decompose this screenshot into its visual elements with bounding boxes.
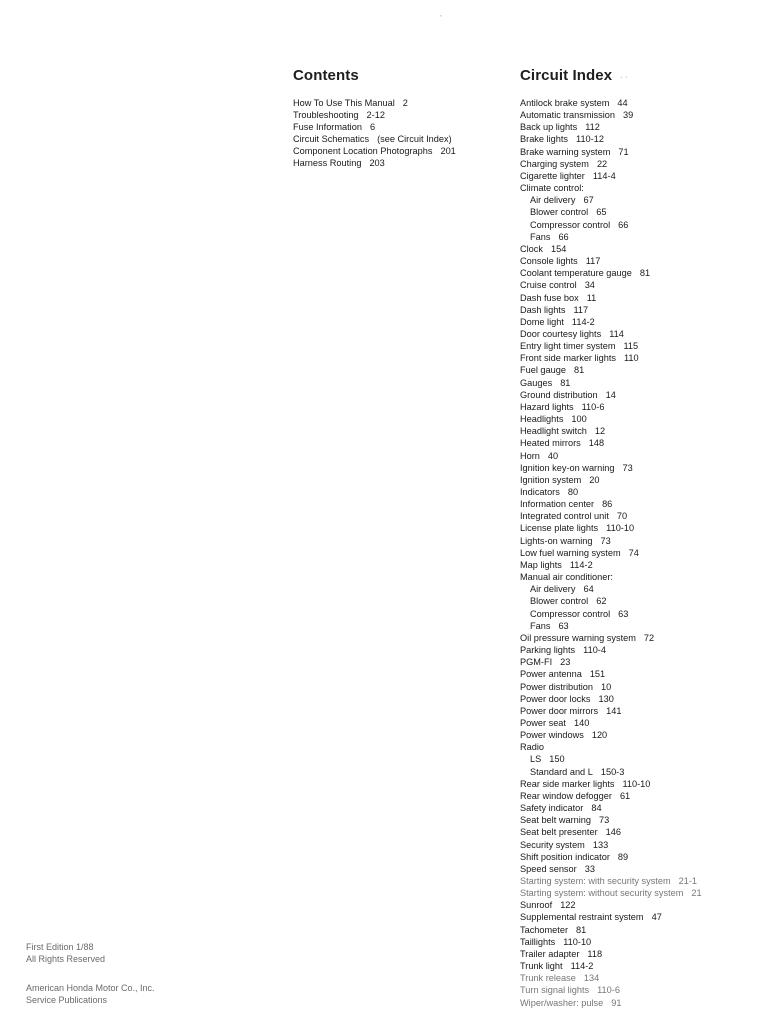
contents-entry-page: 6 <box>369 122 376 133</box>
circuit-index-entry-page: 140 <box>573 717 590 728</box>
circuit-index-entry-page: 65 <box>596 207 607 218</box>
circuit-index-entry-label: Radio <box>520 742 545 753</box>
circuit-index-entry <box>520 389 752 401</box>
circuit-index-entry-label: Brake lights <box>520 134 569 145</box>
circuit-index-entry-label: Entry light timer system <box>520 341 616 352</box>
contents-entry <box>293 97 503 109</box>
circuit-index-entry-label: Ignition system <box>520 474 582 485</box>
circuit-index-entry-label: Gauges <box>520 377 553 388</box>
circuit-index-entry-label: Ignition key-on warning <box>520 462 615 473</box>
circuit-index-entry-page: 117 <box>585 256 601 267</box>
circuit-index-entry-label: Low fuel warning system <box>520 547 621 558</box>
circuit-index-entry-page: 11 <box>586 292 597 303</box>
circuit-index-entry-page: 80 <box>567 487 579 497</box>
circuit-index-entry <box>520 437 752 449</box>
circuit-index-entry <box>520 364 752 376</box>
circuit-index-entry <box>520 194 752 206</box>
circuit-index-entry <box>520 887 752 899</box>
circuit-index-entry-page: 81 <box>560 377 571 388</box>
circuit-index-entry-page: 114-2 <box>569 559 593 570</box>
circuit-index-entry-page: 114 <box>609 328 624 339</box>
circuit-index-entry-label: License plate lights <box>520 523 599 534</box>
circuit-index-entry-label: Information center <box>520 499 595 510</box>
circuit-index-entry <box>520 279 752 291</box>
circuit-index-entry <box>520 571 752 583</box>
publisher-division: Service Publications <box>26 994 108 1005</box>
contents-entry-page: 203 <box>369 158 385 169</box>
circuit-index-entry-page: 120 <box>591 730 608 741</box>
circuit-index-entry-page: 73 <box>599 815 610 826</box>
circuit-index-entry <box>520 778 752 790</box>
contents-entry <box>293 109 503 121</box>
circuit-index-entry-page: 110-6 <box>581 401 605 412</box>
contents-entry-label: Circuit Schematics <box>293 134 370 145</box>
circuit-index-entry <box>520 97 752 109</box>
circuit-index-entry <box>520 522 752 534</box>
circuit-index-entry <box>520 997 752 1009</box>
circuit-index-entry <box>520 984 752 996</box>
circuit-index-entry-label: Ground distribution <box>520 389 598 400</box>
circuit-index-entry-page: 73 <box>600 535 611 546</box>
circuit-index-entry-page: 71 <box>618 146 629 157</box>
circuit-index-entry-page: 10 <box>601 681 612 692</box>
circuit-index-entry-page: 110 <box>624 353 639 364</box>
circuit-index-entry <box>520 377 752 389</box>
circuit-index-entry <box>520 899 752 911</box>
circuit-index-entry <box>520 668 752 680</box>
circuit-index-entry-page: 100 <box>571 414 587 425</box>
circuit-index-entry <box>520 608 752 620</box>
circuit-index-entry <box>520 644 752 656</box>
circuit-index-entry-label: Headlight switch <box>520 426 587 437</box>
circuit-index-entry <box>520 182 752 194</box>
circuit-index-entry-label: Taillights <box>520 936 556 947</box>
circuit-index-entry <box>520 425 752 437</box>
circuit-index-entry-label: Blower control <box>530 596 589 607</box>
circuit-index-entry-page: 81 <box>639 268 651 279</box>
circuit-index-entry-label: Charging system <box>520 158 589 169</box>
circuit-index-entry-label: Lights-on warning <box>520 535 593 546</box>
circuit-index-entry-page: 74 <box>628 547 639 558</box>
circuit-index-entry-page: 72 <box>643 632 655 643</box>
circuit-index-entry-label: Power door locks <box>520 693 591 704</box>
circuit-index-entry <box>520 510 752 522</box>
circuit-index-entry-page: 110-10 <box>606 523 635 534</box>
circuit-index-entry-page: 117 <box>573 304 589 315</box>
contents-entry-page: 2-12 <box>366 110 385 121</box>
circuit-index-entry-label: Trunk release <box>520 973 576 984</box>
circuit-index-entry <box>520 790 752 802</box>
contents-entry-label: Troubleshooting <box>293 110 359 121</box>
circuit-index-entry <box>520 243 752 255</box>
circuit-index-entry-page: 114-4 <box>592 170 616 181</box>
rights-text: All Rights Reserved <box>26 953 106 964</box>
circuit-index-entry-label: Coolant temperature gauge <box>520 268 632 279</box>
circuit-index-entry <box>520 547 752 559</box>
circuit-index-entry <box>520 255 752 267</box>
circuit-index-entry-page: 21-1 <box>678 876 698 886</box>
circuit-index-entry-page: 133 <box>592 839 609 850</box>
circuit-index-entry-page: 122 <box>560 900 576 911</box>
contents-list <box>293 97 503 170</box>
circuit-index-entry-label: Clock <box>520 243 543 254</box>
circuit-index-entry-label: Speed sensor <box>520 863 577 874</box>
circuit-index-entry-label: PGM-FI <box>520 657 553 668</box>
circuit-index-entry-label: Air delivery <box>530 584 576 595</box>
circuit-index-entry-label: Sunroof <box>520 900 553 911</box>
circuit-index-entry <box>520 656 752 668</box>
circuit-index-entry-page: 91 <box>611 997 622 1008</box>
circuit-index-entry-label: Parking lights <box>520 645 576 656</box>
circuit-index-entry <box>520 583 752 595</box>
publisher-block <box>26 983 155 1006</box>
circuit-index-entry <box>520 814 752 826</box>
circuit-index-entry-page: 44 <box>617 98 628 108</box>
circuit-index-entry-label: Door courtesy lights <box>520 328 602 339</box>
circuit-index-entry <box>520 632 752 644</box>
circuit-index-entry-label: Horn <box>520 450 540 461</box>
circuit-index-entry-page: 110-12 <box>576 134 604 145</box>
circuit-index-entry <box>520 219 752 231</box>
circuit-index-entry-label: Standard and L <box>530 766 593 777</box>
circuit-index-entry-page: 62 <box>596 596 607 607</box>
circuit-index-entry <box>520 352 752 364</box>
circuit-index-entry-label: Supplemental restraint system <box>520 912 644 923</box>
circuit-index-entry-page: 23 <box>560 657 571 668</box>
circuit-index-entry <box>520 875 752 887</box>
circuit-index-entry-page: 66 <box>618 219 629 230</box>
circuit-index-entry <box>520 741 752 753</box>
speck-mark: ’ <box>440 14 442 23</box>
circuit-index-entry-label: Wiper/washer: pulse <box>520 997 604 1008</box>
circuit-index-entry-label: Manual air conditioner: <box>520 572 613 583</box>
circuit-index-entry-label: Fans <box>530 231 551 242</box>
circuit-index-entry-label: Brake warning system <box>520 146 611 157</box>
circuit-index-entry <box>520 267 752 279</box>
circuit-index-entry <box>520 826 752 838</box>
circuit-index-entry-page: 12 <box>594 426 606 437</box>
circuit-index-entry-label: Console lights <box>520 256 578 267</box>
circuit-index-entry-page: 40 <box>547 450 559 461</box>
circuit-index-entry-page: 67 <box>583 195 594 206</box>
contents-entry-page: (see Circuit Index) <box>377 134 452 145</box>
circuit-index-entry <box>520 753 752 765</box>
circuit-index-entry-label: Starting system: without security system <box>520 888 684 899</box>
contents-section <box>293 67 503 170</box>
circuit-index-entry-label: Trailer adapter <box>520 948 580 959</box>
circuit-index-entry <box>520 802 752 814</box>
circuit-index-entry-page: 110-4 <box>583 645 606 656</box>
circuit-index-entry-page: 34 <box>584 280 595 291</box>
circuit-index-entry-page: 70 <box>616 511 628 522</box>
circuit-index-entry-label: Heated mirrors <box>520 438 581 449</box>
circuit-index-list <box>520 97 752 1009</box>
circuit-index-entry-page: 89 <box>617 851 629 862</box>
circuit-index-entry <box>520 839 752 851</box>
circuit-index-entry <box>520 170 752 182</box>
circuit-index-entry-page: 64 <box>583 584 594 595</box>
circuit-index-entry-label: Indicators <box>520 487 560 497</box>
circuit-index-entry <box>520 413 752 425</box>
circuit-index-entry <box>520 911 752 923</box>
circuit-index-entry <box>520 595 752 607</box>
circuit-index-title: Circuit Index <box>520 67 613 84</box>
circuit-index-entry-page: 112 <box>585 122 600 133</box>
circuit-index-entry-page: 84 <box>591 803 602 814</box>
circuit-index-entry-label: Dash fuse box <box>520 292 579 303</box>
circuit-index-entry <box>520 340 752 352</box>
circuit-index-entry <box>520 498 752 510</box>
circuit-index-entry-label: Compressor control <box>530 608 611 619</box>
circuit-index-entry-page: 150 <box>549 754 565 765</box>
circuit-index-entry-page: 33 <box>584 863 595 874</box>
circuit-index-entry-label: Seat belt warning <box>520 815 591 826</box>
circuit-index-entry-label: Integrated control unit <box>520 511 609 522</box>
circuit-index-entry <box>520 146 752 158</box>
circuit-index-entry-label: Trunk light <box>520 961 563 972</box>
circuit-index-entry-label: Oil pressure warning system <box>520 632 636 643</box>
circuit-index-entry <box>520 328 752 340</box>
circuit-index-entry-label: Shift position indicator <box>520 851 610 862</box>
circuit-index-entry <box>520 304 752 316</box>
circuit-index-entry-label: Cruise control <box>520 280 577 291</box>
circuit-index-entry-page: 21 <box>691 888 702 899</box>
circuit-index-entry-page: 150-3 <box>600 766 625 777</box>
circuit-index-entry-label: Headlights <box>520 414 564 425</box>
circuit-index-entry-page: 22 <box>596 158 608 169</box>
edition-notice <box>26 942 105 965</box>
circuit-index-entry-page: 110-10 <box>622 778 651 789</box>
circuit-index-entry-page: 154 <box>550 243 567 254</box>
circuit-index-entry-label: Power windows <box>520 730 584 741</box>
circuit-index-entry-page: 66 <box>558 231 569 242</box>
circuit-index-entry <box>520 681 752 693</box>
circuit-index-entry-label: Automatic transmission <box>520 110 615 121</box>
circuit-index-entry <box>520 109 752 121</box>
circuit-index-entry-page: 151 <box>589 669 606 680</box>
contents-entry-label: Harness Routing <box>293 158 362 169</box>
contents-entry-label: How To Use This Manual <box>293 98 395 108</box>
circuit-index-entry-label: Antilock brake system <box>520 98 610 108</box>
circuit-index-entry <box>520 292 752 304</box>
circuit-index-entry <box>520 450 752 462</box>
circuit-index-entry <box>520 462 752 474</box>
circuit-index-entry <box>520 960 752 972</box>
circuit-index-entry <box>520 316 752 328</box>
circuit-index-entry <box>520 717 752 729</box>
circuit-index-entry-label: Blower control <box>530 207 589 218</box>
circuit-index-entry-page: 14 <box>605 389 616 400</box>
circuit-index-entry-label: Power door mirrors <box>520 705 599 716</box>
circuit-index-entry <box>520 972 752 984</box>
circuit-index-entry-label: Map lights <box>520 559 562 570</box>
circuit-index-entry-label: Power antenna <box>520 669 582 680</box>
circuit-index-entry <box>520 121 752 133</box>
circuit-index-entry-label: Cigarette lighter <box>520 170 585 181</box>
circuit-index-entry-page: 63 <box>618 608 629 619</box>
circuit-index-entry <box>520 766 752 778</box>
contents-entry-label: Fuse Information <box>293 122 362 133</box>
circuit-index-entry-page: 118 <box>587 948 603 959</box>
circuit-index-entry-label: Climate control: <box>520 183 584 194</box>
circuit-index-entry-label: Security system <box>520 839 585 850</box>
circuit-index-entry <box>520 851 752 863</box>
circuit-index-entry-page: 115 <box>623 341 639 352</box>
circuit-index-entry-page: 146 <box>605 827 621 838</box>
publisher-company: American Honda Motor Co., Inc. <box>26 983 155 993</box>
circuit-index-entry-label: Fans <box>530 620 551 631</box>
circuit-index-entry <box>520 231 752 243</box>
circuit-index-entry-label: Rear side marker lights <box>520 778 615 789</box>
circuit-index-entry-page: 81 <box>576 924 587 935</box>
circuit-index-entry-label: Starting system: with security system <box>520 876 671 886</box>
circuit-index-entry-label: Power seat <box>520 717 566 728</box>
circuit-index-entry-label: Seat belt presenter <box>520 827 598 838</box>
circuit-index-entry-label: Hazard lights <box>520 401 574 412</box>
circuit-index-entry-page: 20 <box>589 474 600 485</box>
circuit-index-entry-label: Rear window defogger <box>520 790 612 801</box>
contents-entry-page: 201 <box>440 146 456 157</box>
circuit-index-entry-page: 134 <box>583 973 600 984</box>
circuit-index-entry <box>520 486 752 498</box>
circuit-index-entry-page: 114-2 <box>570 961 594 972</box>
circuit-index-entry-page: 73 <box>622 462 633 473</box>
circuit-index-entry <box>520 158 752 170</box>
circuit-index-entry-page: 81 <box>573 365 585 376</box>
circuit-index-entry-label: Power distribution <box>520 681 594 692</box>
circuit-index-section <box>520 67 752 1009</box>
circuit-index-entry <box>520 948 752 960</box>
circuit-index-entry-label: Fuel gauge <box>520 365 566 376</box>
circuit-index-entry-label: Tachometer <box>520 924 568 935</box>
circuit-index-entry <box>520 620 752 632</box>
contents-entry-page: 2 <box>402 98 408 108</box>
contents-entry-label: Component Location Photographs <box>293 146 433 157</box>
circuit-index-entry <box>520 863 752 875</box>
circuit-index-entry <box>520 535 752 547</box>
circuit-index-entry-page: 114-2 <box>571 316 595 327</box>
circuit-index-entry-label: Safety indicator <box>520 803 584 814</box>
circuit-index-entry-page: 110-6 <box>597 985 620 996</box>
circuit-index-entry-page: 148 <box>588 438 605 449</box>
circuit-index-entry <box>520 936 752 948</box>
circuit-index-entry-label: Air delivery <box>530 195 576 206</box>
contents-entry <box>293 145 503 157</box>
circuit-index-entry <box>520 474 752 486</box>
circuit-index-entry <box>520 559 752 571</box>
contents-title: Contents <box>293 67 359 84</box>
circuit-index-entry-label: Dash lights <box>520 304 566 315</box>
circuit-index-entry-label: Back up lights <box>520 122 578 133</box>
circuit-index-entry <box>520 206 752 218</box>
circuit-index-entry-page: 86 <box>602 499 613 510</box>
speck-mark: · ⋅ <box>620 73 628 82</box>
circuit-index-entry-page: 130 <box>598 693 614 704</box>
circuit-index-entry-page: 110-10 <box>563 936 592 947</box>
circuit-index-entry-label: Dome light <box>520 316 564 327</box>
circuit-index-entry <box>520 401 752 413</box>
contents-entry <box>293 121 503 133</box>
contents-entry <box>293 133 503 145</box>
circuit-index-entry-label: Turn signal lights <box>520 985 590 996</box>
circuit-index-entry <box>520 133 752 145</box>
circuit-index-entry-label: Compressor control <box>530 219 611 230</box>
circuit-index-entry <box>520 705 752 717</box>
circuit-index-entry <box>520 729 752 741</box>
circuit-index-entry-page: 61 <box>619 790 631 801</box>
contents-entry <box>293 157 503 169</box>
edition-text: First Edition 1/88 <box>26 942 94 952</box>
circuit-index-entry-label: LS <box>530 754 542 765</box>
circuit-index-entry-label: Front side marker lights <box>520 353 616 364</box>
circuit-index-entry <box>520 693 752 705</box>
circuit-index-entry-page: 63 <box>558 620 569 631</box>
circuit-index-entry-page: 141 <box>606 705 622 716</box>
circuit-index-entry-page: 47 <box>651 912 662 923</box>
circuit-index-entry <box>520 924 752 936</box>
circuit-index-entry-page: 39 <box>622 110 634 121</box>
